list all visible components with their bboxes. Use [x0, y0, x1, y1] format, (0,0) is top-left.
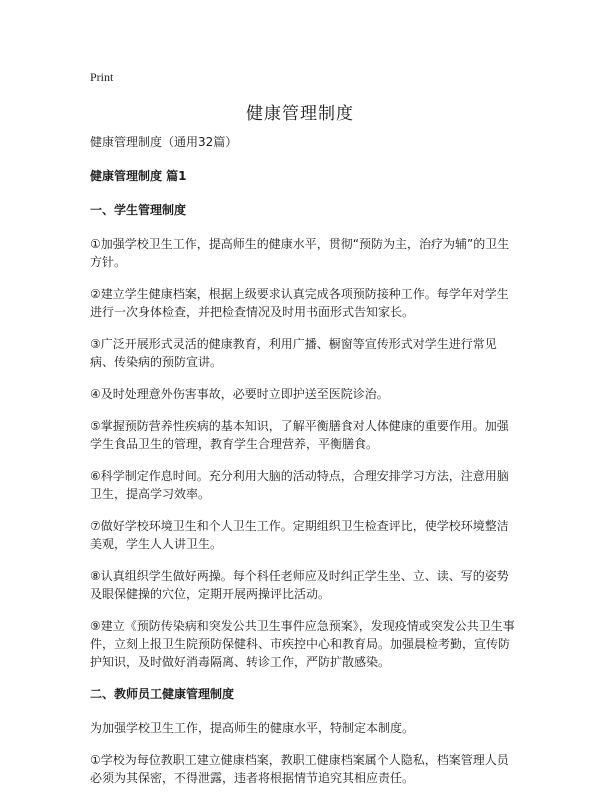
- section-heading-staff: 二、教师员工健康管理制度: [90, 687, 235, 701]
- page-title: 健康管理制度: [246, 104, 354, 124]
- paragraph: ⑨建立《预防传染病和突发公共卫生事件应急预案》，发现疫情或突发公共卫生事件，立刻上报卫生院预防保健科、市疾控中心和教育局。加强晨检考勤，宣传防护知识，及时做好消毒隔离、转诊工作，严防扩散感染。: [90, 619, 515, 669]
- print-link[interactable]: Print: [90, 70, 114, 84]
- paragraph: ④及时处理意外伤害事故，必要时立即护送至医院诊治。: [90, 387, 389, 401]
- document-subtitle: 健康管理制度（通用32篇）: [90, 135, 238, 149]
- paragraph: 为加强学校卫生工作，提高师生的健康水平，特制定本制度。: [90, 721, 415, 735]
- paragraph: ⑦做好学校环境卫生和个人卫生工作。定期组织卫生检查评比，使学校环境整洁美观，学生人人讲卫生。: [90, 519, 509, 551]
- paragraph: ②建立学生健康档案，根据上级要求认真完成各项预防接种工作。每学年对学生进行一次身体检查，并把检查情况及时用书面形式告知家长。: [90, 287, 509, 319]
- section-heading-students: 一、学生管理制度: [90, 203, 187, 217]
- paragraph: ①加强学校卫生工作，提高师生的健康水平，贯彻“预防为主，治疗为辅”的卫生方针。: [90, 237, 510, 269]
- paragraph: ③广泛开展形式灵活的健康教育，利用广播、橱窗等宣传形式对学生进行常见病、传染病的预防宣讲。: [90, 337, 497, 369]
- paragraph: ⑤掌握预防营养性疾病的基本知识，了解平衡膳食对人体健康的重要作用。加强学生食品卫生的管理，教育学生合理营养，平衡膳食。: [90, 419, 509, 451]
- article-heading: 健康管理制度 篇1: [90, 169, 187, 183]
- paragraph: ⑧认真组织学生做好两操。每个科任老师应及时纠正学生坐、立、读、写的姿势及眼保健操的穴位，定期开展两操评比活动。: [90, 569, 509, 601]
- paragraph: ⑥科学制定作息时间。充分利用大脑的活动特点，合理安排学习方法，注意用脑卫生，提高学习效率。: [90, 469, 509, 501]
- document-body: [90, 133, 518, 801]
- paragraph: ①学校为每位教职工建立健康档案，教职工健康档案属个人隐私，档案管理人员必须为其保密，不得泄露，违者将根据情节追究其相应责任。: [90, 753, 509, 785]
